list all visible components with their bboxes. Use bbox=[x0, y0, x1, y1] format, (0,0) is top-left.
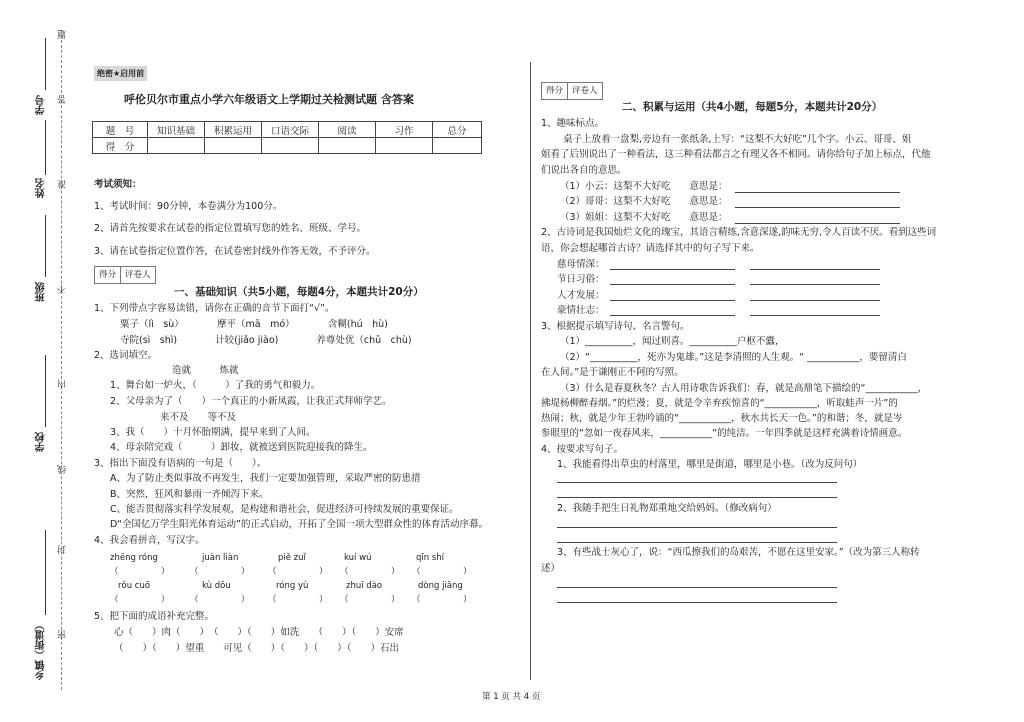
answer-line[interactable] bbox=[750, 284, 880, 285]
score-header-cell: 阅读 bbox=[319, 122, 376, 138]
score-header-cell: 总分 bbox=[433, 122, 482, 138]
question-line: 4、母亲陪完戏（ ）卸妆，就被送到医院迎接我的降生。 bbox=[110, 442, 373, 453]
score-header-cell: 口语交际 bbox=[262, 122, 319, 138]
answer-line[interactable] bbox=[750, 300, 880, 301]
pinyin: zhuī dào bbox=[346, 581, 383, 591]
answer-line[interactable] bbox=[610, 300, 735, 301]
question-line: 2、父母亲为了（ ）一个真正的小新凤霞，让我正式拜师学艺。 bbox=[110, 396, 392, 407]
answer-line[interactable] bbox=[735, 223, 900, 224]
page-number: 第 1 页 共 4 页 bbox=[482, 692, 541, 702]
answer-line[interactable] bbox=[557, 542, 837, 543]
question-line: 3、有些战士灰心了，说：“西瓜擦我们的岛艰苦，不愿在这里安家。”（改为第三人称转 bbox=[557, 547, 920, 558]
question-line: 2、我随手把生日礼物郑重地交给妈妈。（修改病句） bbox=[557, 503, 777, 514]
section2-heading: 二、积累与运用（共4小题，每题5分，本题共计20分） bbox=[622, 101, 883, 113]
answer-line[interactable] bbox=[557, 482, 837, 483]
badge-score-label: 得分 bbox=[95, 267, 121, 283]
answer-brackets[interactable]: （ ） bbox=[268, 595, 328, 605]
option-line: B、突然，狂风和暴雨一齐倾泻下来。 bbox=[110, 489, 269, 500]
question-line: （3）什么是春夏秋冬？古人用诗歌告诉我们：春，就是高鼎笔下描绘的“___________， bbox=[560, 383, 928, 394]
score-cell[interactable] bbox=[433, 138, 482, 154]
question-line: 2、古诗词是我国灿烂文化的瑰宝，其语言精练,含意深遂,韵味无穷,令人百读不厌。看到这些词 bbox=[541, 227, 937, 238]
grader-badge bbox=[541, 82, 603, 100]
label-township: 乡镇（街道） bbox=[36, 620, 47, 680]
pinyin: kuí wú bbox=[344, 553, 372, 563]
answer-prompt: （1）小云：这梨不大好吃 意思是： bbox=[560, 181, 728, 192]
seal-mark: 准 bbox=[58, 180, 68, 189]
column-divider bbox=[530, 62, 531, 680]
word-choice: 来不及 等不及 bbox=[160, 412, 237, 423]
question-line: 寺院(sì shì) 计较(jiǎo jiào) 养尊处优（chǔ chù) bbox=[120, 335, 412, 346]
answer-brackets[interactable]: （ ） bbox=[190, 595, 250, 605]
question-line: 述） bbox=[541, 563, 561, 574]
question-line: 5、把下面的成语补充完整。 bbox=[94, 611, 215, 622]
answer-brackets[interactable]: （ ） bbox=[412, 567, 472, 577]
score-header-cell: 知识基础 bbox=[148, 122, 205, 138]
confidential-stamp: 绝密★启用前 bbox=[94, 66, 147, 81]
question-line: 1、下列带点字容易读错，请你在正确的音节下面打“√”。 bbox=[94, 303, 335, 314]
poem-prompt: 豪情壮志： bbox=[557, 305, 605, 316]
question-line: 桌子上放着一盘梨,旁边有一张纸条,上写：“这梨不大好吃”几个字。小云、哥哥、姐 bbox=[563, 134, 912, 145]
option-line: D“全国亿万学生阳光体育运动”的正式启动，开拓了全国一项大型群众性的体育活动序幕。 bbox=[110, 519, 488, 530]
question-line: 粟子（lì sù） 摩平（mā mó） 含糊(hú hù) bbox=[120, 319, 388, 330]
notice-heading: 考试须知： bbox=[94, 179, 142, 190]
pinyin: kù dōu bbox=[202, 581, 231, 591]
answer-line[interactable] bbox=[735, 207, 900, 208]
answer-line[interactable] bbox=[557, 602, 837, 603]
question-line: 语，你会想起哪首古诗？请选择其中的句子写下来。 bbox=[541, 243, 760, 254]
question-line: 1、我能看得出草虫的村落里，哪里是街道，哪里是小巷。（改为反问句） bbox=[557, 459, 863, 470]
fill-line-student-id bbox=[45, 38, 46, 90]
answer-brackets[interactable]: （ ） bbox=[190, 567, 250, 577]
pinyin: dòng jiāng bbox=[418, 581, 463, 591]
document-title: 呼伦贝尔市重点小学六年级语文上学期过关检测试题 含答案 bbox=[124, 93, 414, 106]
question-line: 3、指出下面没有语病的一句是（ ）。 bbox=[94, 458, 267, 469]
score-cell[interactable] bbox=[262, 138, 319, 154]
word-choice: 造就 炼就 bbox=[172, 365, 239, 376]
seal-mark: 题 bbox=[58, 30, 68, 39]
question-line: 3、根据提示填写诗句、名言警句。 bbox=[541, 321, 690, 332]
question-line: 1、趣味标点。 bbox=[541, 118, 605, 129]
question-line: 在人间。”是于谦刚正不阿的写照。 bbox=[541, 367, 684, 378]
fill-line-township bbox=[45, 530, 46, 615]
question-line: 参眼里的“忽如一夜春风来，___________”的纯洁。一年四季就是这样充满着诗情画意。 bbox=[541, 428, 908, 439]
section1-heading: 一、基础知识（共5小题，每题4分，本题共计20分） bbox=[174, 286, 424, 298]
answer-line[interactable] bbox=[750, 269, 880, 270]
option-line: C、能否贯彻落实科学发展观，是构建和谐社会，促进经济可持续发展的重要保证。 bbox=[110, 504, 459, 515]
score-cell[interactable] bbox=[148, 138, 205, 154]
pinyin: qīn shí bbox=[416, 553, 445, 563]
answer-line[interactable] bbox=[610, 315, 735, 316]
label-school: 学校 bbox=[36, 432, 47, 452]
badge-grader-label: 评卷人 bbox=[125, 270, 151, 280]
seal-mark: 不 bbox=[58, 285, 68, 294]
pinyin: juàn liàn bbox=[202, 553, 239, 563]
idiom-line: （ ）（ ）望重 可见（ ）（ ）（ ）（ ）石出 bbox=[114, 643, 400, 654]
badge-score-label: 得分 bbox=[542, 83, 568, 99]
question-line: （2）“__________，死亦为鬼雄。”这是李清照的人生观。“ ___________，要留清白 bbox=[560, 352, 907, 363]
answer-brackets[interactable]: （ ） bbox=[412, 595, 472, 605]
badge-grader-label: 评卷人 bbox=[572, 86, 598, 96]
score-row-label: 得 分 bbox=[93, 138, 148, 154]
question-line: 们说出各自的意思。 bbox=[541, 165, 627, 176]
seal-mark: 线 bbox=[58, 465, 68, 474]
seal-mark: 内 bbox=[58, 380, 68, 389]
option-line: A、为了防止类似事故不再发生，我们一定要加强管理，采取严密的防患措 bbox=[110, 473, 421, 484]
fill-line-school bbox=[45, 355, 46, 427]
seal-mark: 密 bbox=[58, 630, 68, 639]
fill-line-class bbox=[45, 215, 46, 277]
poem-prompt: 节日习俗： bbox=[557, 274, 605, 285]
answer-line[interactable] bbox=[557, 497, 837, 498]
question-line: 4、按要求写句子。 bbox=[541, 444, 624, 455]
seal-mark: 答 bbox=[58, 95, 68, 104]
seal-mark: 封 bbox=[58, 545, 68, 554]
pinyin: zhēng róng bbox=[110, 553, 158, 563]
answer-prompt: （2）哥哥：这梨不大好吃 意思是： bbox=[560, 196, 728, 207]
answer-brackets[interactable]: （ ） bbox=[268, 567, 328, 577]
answer-line[interactable] bbox=[557, 587, 837, 588]
answer-line[interactable] bbox=[735, 192, 900, 193]
question-line: 3、我（ ）十月怀胎期满，提早来到了人间。 bbox=[110, 427, 316, 438]
answer-line[interactable] bbox=[610, 269, 735, 270]
pinyin: róng yù bbox=[276, 581, 309, 591]
score-cell[interactable] bbox=[205, 138, 262, 154]
grader-badge bbox=[94, 266, 156, 284]
notice-item: 3、请在试卷指定位置作答，在试卷密封线外作答无效，不予评分。 bbox=[94, 246, 376, 257]
answer-line[interactable] bbox=[750, 315, 880, 316]
question-line: （1）__________，闻过则喜。__________户枢不蠹， bbox=[560, 336, 785, 347]
answer-brackets[interactable]: （ ） bbox=[110, 595, 170, 605]
notice-item: 1、考试时间：90分钟，本卷满分为100分。 bbox=[94, 201, 283, 212]
label-student-id: 学号 bbox=[36, 95, 47, 115]
notice-item: 2、请首先按要求在试卷的指定位置填写您的姓名、班级、学号。 bbox=[94, 223, 367, 234]
score-header-cell: 积累运用 bbox=[205, 122, 262, 138]
pinyin: piě zuǐ bbox=[278, 553, 306, 563]
seal-line bbox=[61, 30, 62, 690]
label-class: 班级 bbox=[36, 282, 47, 302]
label-name: 姓名 bbox=[36, 178, 47, 198]
score-header-cell: 习作 bbox=[376, 122, 433, 138]
question-line: 姐看了后别说出了一种看法，这三种看法都言之有理又各不相同。请你给句子加上标点，代他 bbox=[541, 149, 931, 160]
answer-line[interactable] bbox=[557, 527, 837, 528]
question-line: 1、舞台如一炉火，（ ）了我的勇气和毅力。 bbox=[110, 380, 321, 391]
score-cell[interactable] bbox=[376, 138, 433, 154]
question-line: 拂堤杨柳醉春烟。”的烂漫；夏，就是令辛弃疾惊喜的“___________，听取蛙声一片”的 bbox=[541, 398, 898, 409]
poem-prompt: 人才发展： bbox=[557, 290, 605, 301]
poem-prompt: 慈母情深： bbox=[557, 259, 605, 270]
question-line: 4、我会看拼音，写汉字。 bbox=[94, 535, 205, 546]
question-line: 2、选词填空。 bbox=[94, 350, 158, 361]
answer-brackets[interactable]: （ ） bbox=[340, 567, 400, 577]
answer-brackets[interactable]: （ ） bbox=[340, 595, 400, 605]
answer-line[interactable] bbox=[610, 284, 735, 285]
score-table bbox=[92, 121, 482, 154]
score-header-cell: 题 号 bbox=[93, 122, 148, 138]
answer-prompt: （3）姐姐：这梨不大好吃 意思是： bbox=[560, 212, 728, 223]
fill-line-name bbox=[45, 120, 46, 175]
score-cell[interactable] bbox=[319, 138, 376, 154]
question-line: 热闹；秋，就是少年王勃吟诵的“___________，秋水共长天一色。”的和谐；冬，就是岑 bbox=[541, 413, 903, 424]
answer-brackets[interactable]: （ ） bbox=[110, 567, 170, 577]
pinyin: rǒu cuō bbox=[118, 581, 151, 591]
idiom-line: 心（ ）肉（ ） （ ）（ ）如洗 （ ）（ ）安席 bbox=[114, 627, 404, 638]
